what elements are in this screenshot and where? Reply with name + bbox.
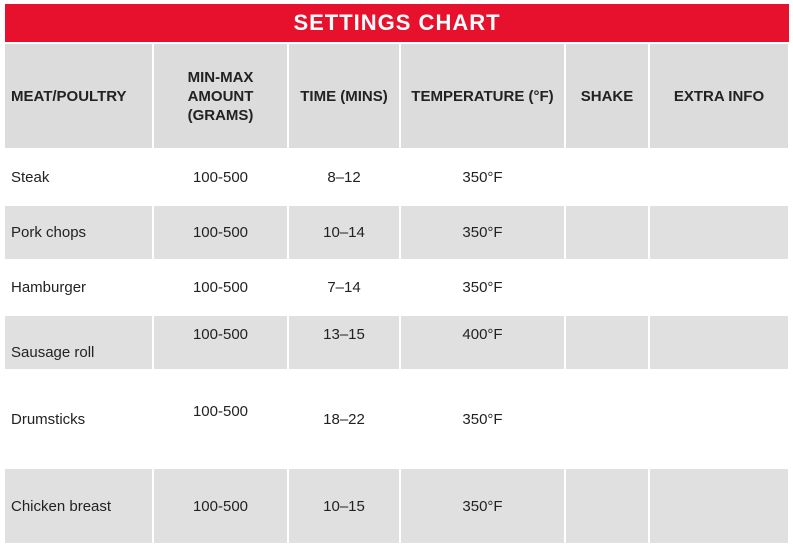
header-amount-label: MIN-MAX AMOUNT (GRAMS)	[187, 68, 254, 124]
cell-time: 18–22	[288, 370, 400, 468]
cell-extra	[649, 468, 789, 544]
cell-extra	[649, 260, 789, 315]
cell-time: 8–12	[288, 149, 400, 205]
cell-meat: Drumsticks	[5, 370, 153, 468]
cell-temperature: 350°F	[400, 149, 565, 205]
cell-extra	[649, 149, 789, 205]
cell-temperature: 350°F	[400, 468, 565, 544]
cell-amount: 100-500	[153, 370, 288, 468]
cell-extra	[649, 315, 789, 370]
cell-shake	[565, 260, 649, 315]
header-extra: EXTRA INFO	[649, 44, 789, 149]
cell-time: 10–14	[288, 205, 400, 260]
cell-extra	[649, 205, 789, 260]
table-row	[5, 468, 789, 544]
table-row	[5, 205, 789, 260]
cell-shake	[565, 315, 649, 370]
cell-meat: Hamburger	[5, 260, 153, 315]
cell-time: 13–15	[288, 315, 400, 370]
table-row	[5, 260, 789, 315]
cell-amount: 100-500	[153, 205, 288, 260]
cell-shake	[565, 468, 649, 544]
cell-temperature: 350°F	[400, 370, 565, 468]
cell-temperature: 350°F	[400, 205, 565, 260]
cell-amount: 100-500	[153, 260, 288, 315]
cell-shake	[565, 149, 649, 205]
table-row	[5, 149, 789, 205]
cell-meat: Pork chops	[5, 205, 153, 260]
header-temperature: TEMPERATURE (°F)	[400, 44, 565, 149]
cell-shake	[565, 370, 649, 468]
cell-meat: Chicken breast	[5, 468, 153, 544]
cell-shake	[565, 205, 649, 260]
table-row	[5, 315, 789, 370]
header-row	[5, 44, 789, 149]
header-time: TIME (MINS)	[288, 44, 400, 149]
header-shake: SHAKE	[565, 44, 649, 149]
cell-meat: Sausage roll	[5, 315, 153, 370]
cell-meat: Steak	[5, 149, 153, 205]
header-amount	[153, 44, 288, 149]
chart-title: SETTINGS CHART	[5, 4, 789, 42]
cell-time: 10–15	[288, 468, 400, 544]
settings-table	[5, 44, 790, 545]
cell-extra	[649, 370, 789, 468]
cell-temperature: 400°F	[400, 315, 565, 370]
cell-temperature: 350°F	[400, 260, 565, 315]
cell-amount: 100-500	[153, 315, 288, 370]
cell-time: 7–14	[288, 260, 400, 315]
cell-amount: 100-500	[153, 149, 288, 205]
header-meat: MEAT/POULTRY	[5, 44, 153, 149]
table-row	[5, 370, 789, 468]
cell-amount: 100-500	[153, 468, 288, 544]
